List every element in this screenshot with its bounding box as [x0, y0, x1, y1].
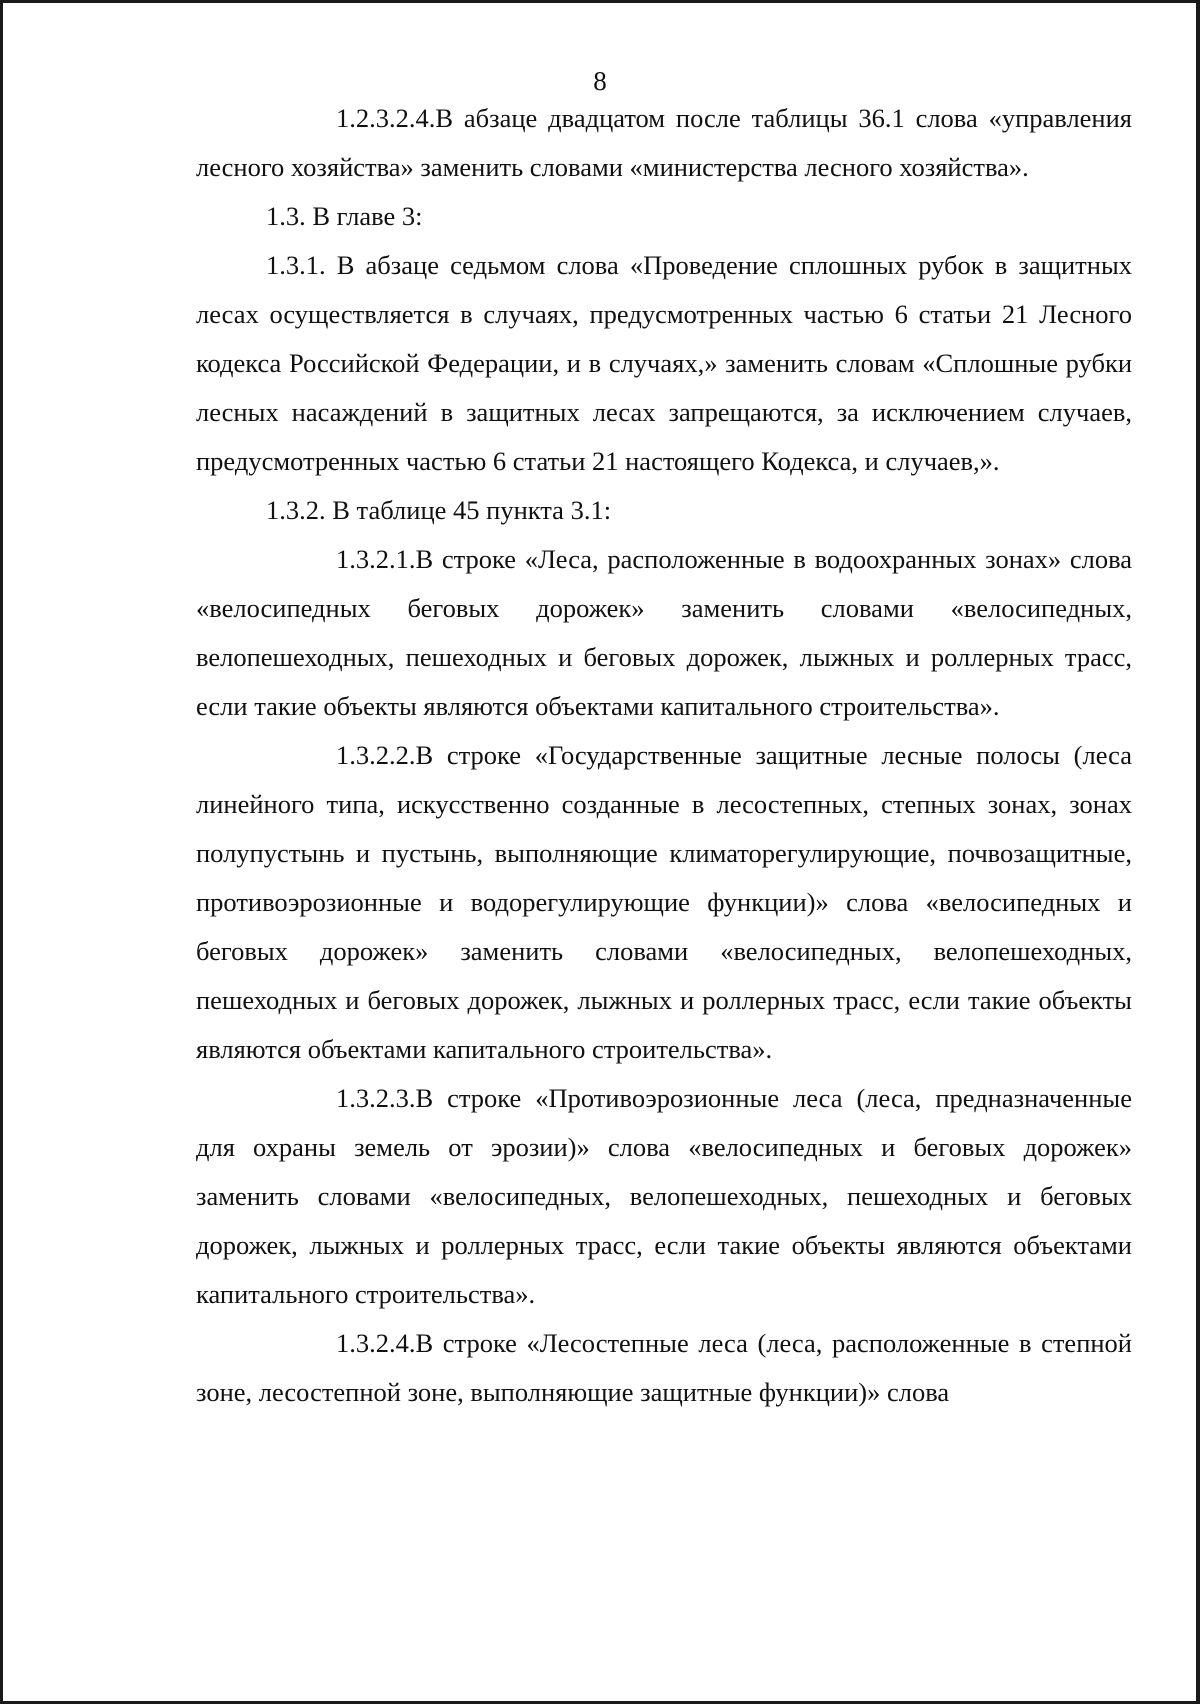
paragraph-text: В строке «Лесостепные леса (леса, расположенные в степной зоне, лесостепной зоне, выполняющие защитные функции)» слова	[196, 1328, 1132, 1407]
paragraph-text: В строке «Государственные защитные лесные полосы (леса линейного типа, искусственно созданные в лесостепных, степных зонах, зонах полупустынь и пустынь, выполняющие климаторегулирующие, почвозащитные, противоэрозионные и водорегулирующие функции)» слова «велосипедных и беговых дорожек» заменить словами «велосипедных, велопешеходных, пешеходных и беговых дорожек, лыжных и роллерных трасс, если такие объекты являются объектами капитального строительства».	[196, 740, 1132, 1064]
scan-border-right	[1196, 0, 1200, 1704]
paragraph-text: В строке «Противоэрозионные леса (леса, предназначенные для охраны земель от эрозии)» слова «велосипедных и беговых дорожек» заменить словами «велосипедных, велопешеходных, пешеходных и беговых дорожек, лыжных и роллерных трасс, если такие объекты являются объектами капитального строительства».	[196, 1083, 1132, 1309]
paragraph-1-3-2	[196, 486, 1132, 535]
paragraph-1-3-2-2	[196, 731, 1132, 1074]
scan-border-left	[0, 0, 3, 1704]
scan-border-top	[0, 0, 1200, 3]
paragraph-text: В абзаце двадцатом после таблицы 36.1 слова «управления лесного хозяйства» заменить словами «министерства лесного хозяйства».	[196, 103, 1132, 182]
document-body	[196, 94, 1132, 1417]
paragraph-number: 1.3.2.3.	[336, 1083, 416, 1113]
paragraph-1-3-1	[196, 241, 1132, 486]
paragraph-number: 1.2.3.2.4.	[336, 103, 436, 133]
page-number: 8	[593, 66, 607, 96]
paragraph-1-3	[196, 192, 1132, 241]
paragraph-number: 1.3.2.4.	[336, 1328, 416, 1358]
paragraph-text: В строке «Леса, расположенные в водоохранных зонах» слова «велосипедных беговых дорожек» заменить словами «велосипедных, велопешеходных, пешеходных и беговых дорожек, лыжных и роллерных трасс, если такие объекты являются объектами капитального строительства».	[196, 544, 1132, 721]
paragraph-text: 1.3.1. В абзаце седьмом слова «Проведение сплошных рубок в защитных лесах осуществляется в случаях, предусмотренных частью 6 статьи 21 Лесного кодекса Российской Федерации, и в случаях,» заменить словам «Сплошные рубки лесных насаждений в защитных лесах запрещаются, за исключением случаев, предусмотренных частью 6 статьи 21 настоящего Кодекса, и случаев,».	[196, 250, 1132, 476]
paragraph-text: 1.3.2. В таблице 45 пункта 3.1:	[266, 495, 612, 525]
paragraph-text: 1.3. В главе 3:	[266, 201, 423, 231]
paragraph-1-3-2-1	[196, 535, 1132, 731]
paragraph-1-3-2-3	[196, 1074, 1132, 1319]
paragraph-number: 1.3.2.1.	[336, 544, 416, 574]
paragraph-1-3-2-4	[196, 1319, 1132, 1417]
paragraph-1-2-3-2-4	[196, 94, 1132, 192]
paragraph-number: 1.3.2.2.	[336, 740, 416, 770]
